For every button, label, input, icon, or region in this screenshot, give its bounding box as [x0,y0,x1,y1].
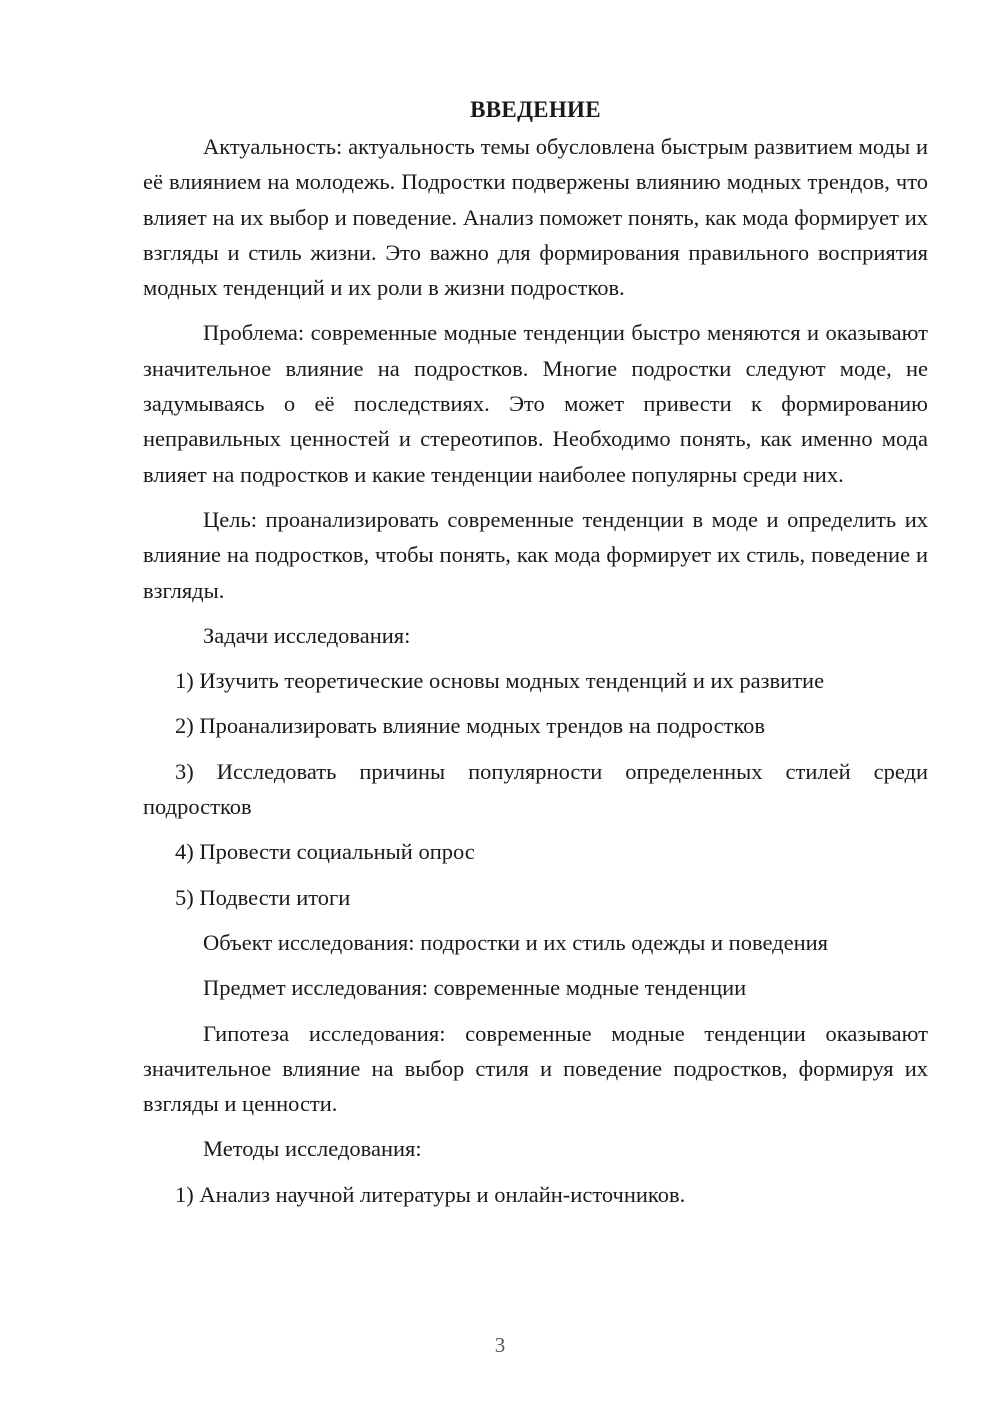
methods-title: Методы исследования: [203,1136,422,1162]
problem-paragraph: Проблема: современные модные тенденции быстро меняются и оказывают значительное влияние на подростков. Многие подростки следуют моде, не задумываясь о её последствиях. Это может привести к формированию неправильных ценностей и стереотипов. Необходимо понять, как именно мода влияет на подростков и какие тенденции наиболее популярны среди них. [143,320,928,487]
task-item: 1) Изучить теоретические основы модных тенденций и их развитие [175,668,825,694]
task-item: 3) Исследовать причины популярности определенных стилей среди подростков [143,758,928,820]
relevance-paragraph: Актуальность: актуальность темы обусловлена быстрым развитием моды и её влиянием на молодежь. Подростки подвержены влиянию модных трендов, что влияет на их выбор и поведение. Анализ поможет понять, как мода формирует их взгляды и стиль жизни. Это важно для формирования правильного восприятия модных тенденций и их роли в жизни подростков. [143,134,928,301]
task-item: 4) Провести социальный опрос [175,839,475,865]
goal-paragraph: Цель: проанализировать современные тенденции в моде и определить их влияние на подростков, чтобы понять, как мода формирует их стиль, поведение и взгляды. [143,506,928,603]
document-page [143,92,928,1222]
task-item: 2) Проанализировать влияние модных трендов на подростков [175,713,766,739]
section-heading: ВВЕДЕНИЕ [470,97,601,122]
subject-paragraph: Предмет исследования: современные модные тенденции [203,975,747,1001]
method-item: 1) Анализ научной литературы и онлайн-источников. [175,1181,686,1207]
page-number: 3 [494,1333,506,1357]
object-paragraph: Объект исследования: подростки и их стиль одежды и поведения [203,929,829,955]
tasks-title: Задачи исследования: [203,622,411,648]
task-item: 5) Подвести итоги [175,884,351,910]
hypothesis-paragraph: Гипотеза исследования: современные модные тенденции оказывают значительное влияние на выбор стиля и поведение подростков, формируя их взгляды и ценности. [143,1020,928,1117]
